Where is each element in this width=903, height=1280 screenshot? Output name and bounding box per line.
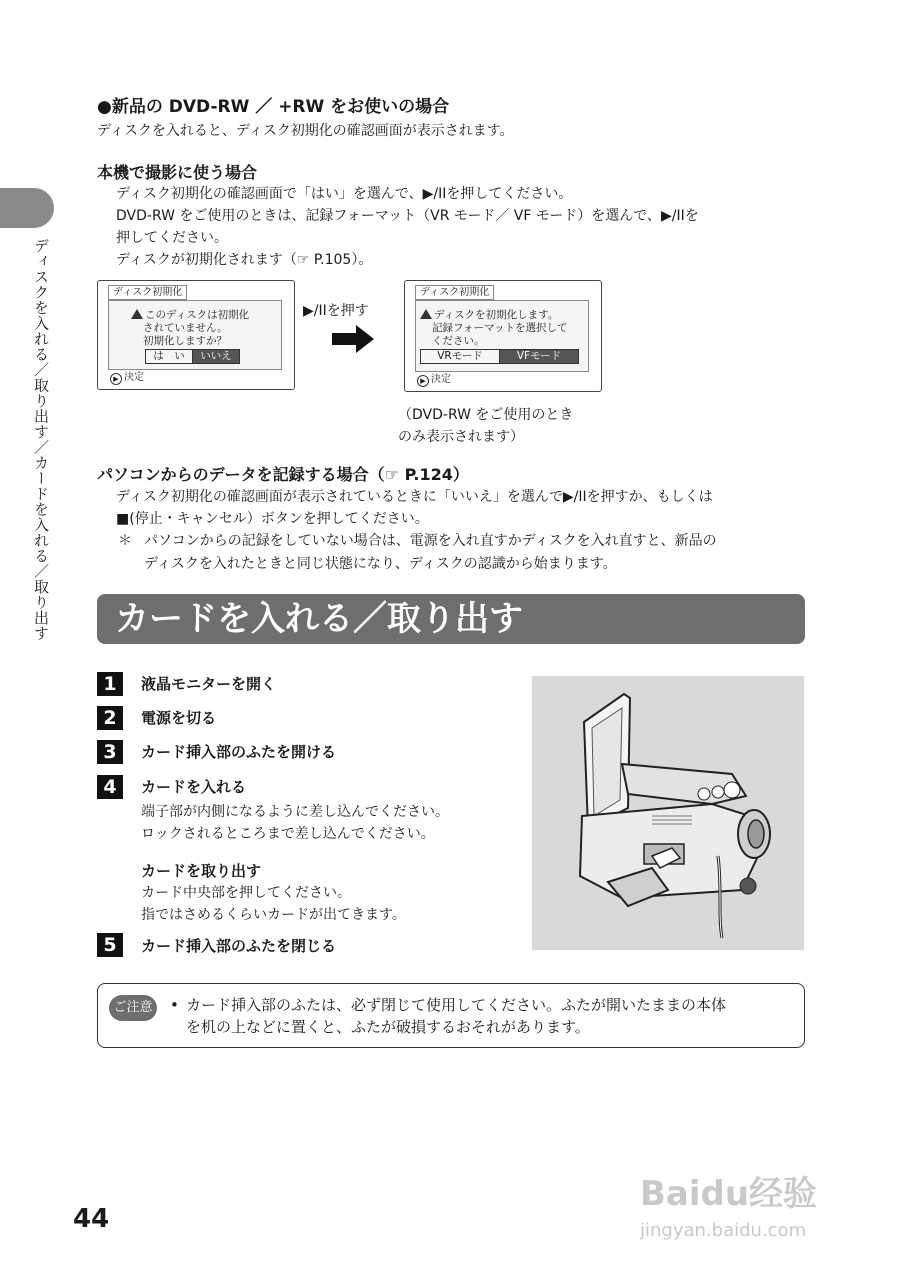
section-heading-new-disc: ●新品の DVD-RW ／ +RW をお使いの場合 <box>97 97 450 117</box>
option-no[interactable]: いいえ <box>192 349 240 364</box>
baidu-watermark <box>640 1150 817 1242</box>
remove-card-heading: カードを取り出す <box>141 862 262 880</box>
step-detail: カード中央部を押してください。 <box>141 885 351 901</box>
dialog-body <box>415 300 589 372</box>
dialog-title: ディスク初期化 <box>415 285 494 300</box>
dialog-message: ディスクを初期化します。 <box>420 309 558 322</box>
caution-bullet: • <box>170 996 179 1014</box>
instruction-line: ディスク初期化の確認画面が表示されているときに「いいえ」を選んで▶/IIを押すか、もしくは <box>116 489 713 505</box>
step-number: 5 <box>97 933 123 957</box>
step-number: 3 <box>97 740 123 764</box>
section-banner <box>97 594 805 644</box>
dialog-message: されていません。 <box>143 322 228 334</box>
step-label: 液晶モニターを開く <box>141 675 277 693</box>
step-detail: ロックされるところまで差し込んでください。 <box>141 826 435 842</box>
caution-text: を机の上などに置くと、ふたが破損するおそれがあります。 <box>186 1018 590 1036</box>
dialog-note: のみ表示されます） <box>398 429 524 445</box>
note-mark: ＊ <box>118 533 132 549</box>
format-dialog-screen <box>404 280 602 392</box>
dialog-footer: ▶ 決定 <box>110 372 144 385</box>
right-arrow-icon <box>332 325 374 353</box>
section-intro: ディスクを入れると、ディスク初期化の確認画面が表示されます。 <box>97 123 514 139</box>
watermark-brand: Baidu经验 <box>640 1174 818 1214</box>
dialog-message: ください。 <box>432 335 485 347</box>
init-dialog-screen <box>97 280 295 390</box>
step-number: 2 <box>97 706 123 730</box>
instruction-line: 押してください。 <box>116 230 228 246</box>
dialog-message: このディスクは初期化 <box>131 309 249 322</box>
banner-title: カードを入れる／取り出す <box>115 599 523 639</box>
dialog-body <box>108 300 282 370</box>
caution-badge: ご注意 <box>109 995 157 1021</box>
step-number: 1 <box>97 672 123 696</box>
note-line: ディスクを入れたときと同じ状態になり、ディスクの認識から始まります。 <box>144 556 617 572</box>
side-chapter-text: ディスクを入れる／取り出す／カードを入れる／取り出す <box>32 238 50 641</box>
subheading-camera-use: 本機で撮影に使う場合 <box>97 163 258 182</box>
instruction-line: ■(停止・キャンセル）ボタンを押してください。 <box>116 511 429 527</box>
warning-icon <box>131 309 143 319</box>
step-label: カード挿入部のふたを開ける <box>141 743 337 761</box>
play-button-icon: ▶ <box>417 375 429 387</box>
warning-icon <box>420 309 432 319</box>
step-detail: 端子部が内側になるように差し込んでください。 <box>141 804 449 820</box>
page-number: 44 <box>73 1204 110 1234</box>
step-number: 4 <box>97 775 123 799</box>
dialog-message: 初期化しますか？ <box>143 335 227 347</box>
step-label: カードを入れる <box>141 778 247 796</box>
dialog-message: 記録フォーマットを選択して <box>432 322 568 334</box>
option-vr-mode[interactable]: VRモード <box>420 349 500 364</box>
caution-box <box>97 983 805 1048</box>
step-label: カード挿入部のふたを閉じる <box>141 937 337 955</box>
watermark-url: jingyan.baidu.com <box>640 1220 807 1241</box>
step-label: 電源を切る <box>141 709 217 727</box>
dialog-note: （DVD-RW をご使用のとき <box>398 407 574 423</box>
option-vf-mode[interactable]: VFモード <box>499 349 579 364</box>
caution-text: カード挿入部のふたは、必ず閉じて使用してください。ふたが開いたままの本体 <box>186 996 727 1014</box>
instruction-line: ディスクが初期化されます（☞ P.105）。 <box>116 252 373 268</box>
side-tab <box>0 188 54 228</box>
instruction-line: ディスク初期化の確認画面で「はい」を選んで、▶/IIを押してください。 <box>116 186 573 202</box>
camcorder-drawing <box>532 676 804 950</box>
play-button-icon: ▶ <box>110 373 122 385</box>
subheading-pc-recording: パソコンからのデータを記録する場合（☞ P.124） <box>97 465 469 484</box>
instruction-line: DVD-RW をご使用のときは、記録フォーマット（VR モード／ VF モード）を選んで、▶/IIを <box>116 208 699 224</box>
step-detail: 指ではさめるくらいカードが出てきます。 <box>141 907 406 923</box>
camcorder-illustration <box>532 676 804 950</box>
arrow-label: ▶/IIを押す <box>303 303 369 319</box>
dialog-title: ディスク初期化 <box>108 285 187 300</box>
note-line: パソコンからの記録をしていない場合は、電源を入れ直すかディスクを入れ直すと、新品の <box>144 533 717 549</box>
dialog-footer: ▶ 決定 <box>417 374 451 387</box>
option-yes[interactable]: は い <box>145 349 193 364</box>
